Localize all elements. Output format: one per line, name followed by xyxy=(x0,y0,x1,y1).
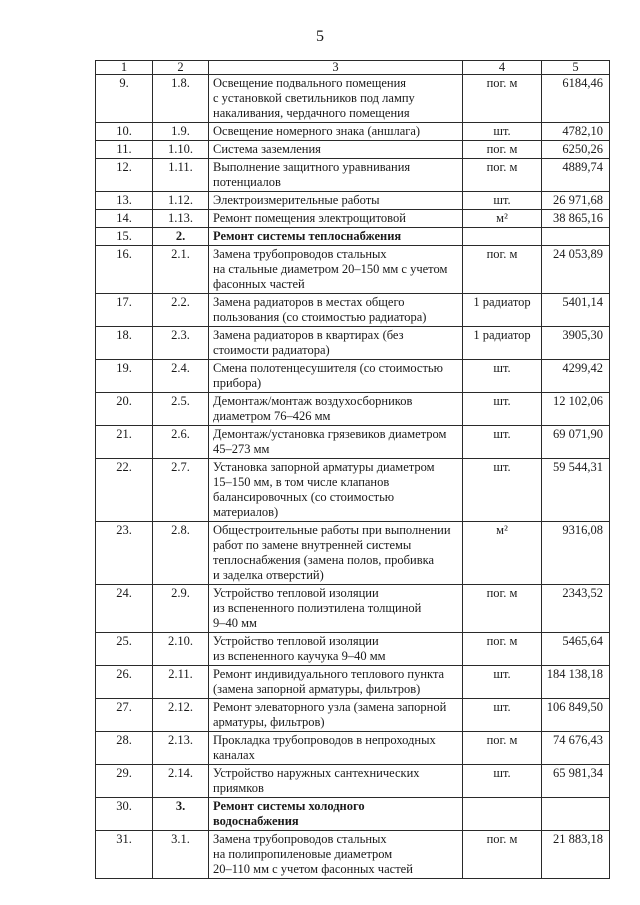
price-cell: 4889,74 xyxy=(542,159,610,192)
row-number-cell: 30. xyxy=(96,798,153,831)
work-name-text: Освещение подвального помещения с установкой светильников под лампу накаливания, чердачного помещения xyxy=(213,76,415,120)
table-row xyxy=(96,192,610,210)
work-name-text: Ремонт системы теплоснабжения xyxy=(213,229,402,243)
table-row xyxy=(96,123,610,141)
row-number-cell: 23. xyxy=(96,522,153,585)
price-cell: 26 971,68 xyxy=(542,192,610,210)
work-name-text: Смена полотенцесушителя (со стоимостью прибора) xyxy=(213,361,443,390)
work-name-cell xyxy=(209,633,463,666)
price-cell: 65 981,34 xyxy=(542,765,610,798)
work-name-text: Электроизмерительные работы xyxy=(213,193,380,207)
work-name-text: Освещение номерного знака (аншлага) xyxy=(213,124,421,138)
work-name-cell xyxy=(209,159,463,192)
unit-cell: пог. м xyxy=(463,585,542,633)
work-name-cell xyxy=(209,228,463,246)
row-number-cell: 16. xyxy=(96,246,153,294)
work-name-cell xyxy=(209,327,463,360)
header-cell: 4 xyxy=(463,61,542,75)
row-number-cell: 25. xyxy=(96,633,153,666)
work-name-cell xyxy=(209,360,463,393)
item-code-cell: 2.12. xyxy=(153,699,209,732)
work-name-text: Выполнение защитного уравнивания потенциалов xyxy=(213,160,411,189)
unit-cell: шт. xyxy=(463,765,542,798)
table-row xyxy=(96,459,610,522)
work-name-cell xyxy=(209,141,463,159)
work-name-cell xyxy=(209,192,463,210)
item-code-cell: 3.1. xyxy=(153,831,209,879)
row-number-cell: 28. xyxy=(96,732,153,765)
item-code-cell: 1.8. xyxy=(153,75,209,123)
item-code-cell: 2.6. xyxy=(153,426,209,459)
price-cell: 21 883,18 xyxy=(542,831,610,879)
price-table xyxy=(95,60,610,879)
unit-cell: шт. xyxy=(463,360,542,393)
work-name-text: Демонтаж/монтаж воздухосборников диаметром 76–426 мм xyxy=(213,394,413,423)
row-number-cell: 31. xyxy=(96,831,153,879)
item-code-cell: 1.10. xyxy=(153,141,209,159)
work-name-cell xyxy=(209,393,463,426)
header-cell: 5 xyxy=(542,61,610,75)
row-number-cell: 24. xyxy=(96,585,153,633)
table-row xyxy=(96,633,610,666)
unit-cell: шт. xyxy=(463,426,542,459)
item-code-cell: 2.9. xyxy=(153,585,209,633)
row-number-cell: 21. xyxy=(96,426,153,459)
item-code-cell: 2.4. xyxy=(153,360,209,393)
unit-cell: шт. xyxy=(463,459,542,522)
work-name-text: Устройство тепловой изоляции из вспененного полиэтилена толщиной 9–40 мм xyxy=(213,586,422,630)
table-row xyxy=(96,75,610,123)
work-name-text: Замена трубопроводов стальных на стальные диаметром 20–150 мм с учетом фасонных частей xyxy=(213,247,448,291)
unit-cell: шт. xyxy=(463,192,542,210)
unit-cell: шт. xyxy=(463,699,542,732)
price-cell: 4299,42 xyxy=(542,360,610,393)
unit-cell: пог. м xyxy=(463,246,542,294)
unit-cell xyxy=(463,798,542,831)
row-number-cell: 27. xyxy=(96,699,153,732)
work-name-text: Замена радиаторов в местах общего пользования (со стоимостью радиатора) xyxy=(213,295,427,324)
work-name-cell xyxy=(209,831,463,879)
price-cell xyxy=(542,798,610,831)
work-name-cell xyxy=(209,585,463,633)
row-number-cell: 9. xyxy=(96,75,153,123)
work-name-text: Ремонт элеваторного узла (замена запорной арматуры, фильтров) xyxy=(213,700,447,729)
work-name-text: Демонтаж/установка грязевиков диаметром 45–273 мм xyxy=(213,427,447,456)
row-number-cell: 20. xyxy=(96,393,153,426)
unit-cell: пог. м xyxy=(463,831,542,879)
work-name-text: Ремонт индивидуального теплового пункта (замена запорной арматуры, фильтров) xyxy=(213,667,445,696)
unit-cell: пог. м xyxy=(463,159,542,192)
table-row xyxy=(96,159,610,192)
work-name-cell xyxy=(209,798,463,831)
row-number-cell: 12. xyxy=(96,159,153,192)
price-cell: 12 102,06 xyxy=(542,393,610,426)
work-name-text: Устройство наружных сантехнических приямков xyxy=(213,766,420,795)
row-number-cell: 22. xyxy=(96,459,153,522)
row-number-cell: 11. xyxy=(96,141,153,159)
work-name-cell xyxy=(209,426,463,459)
item-code-cell: 3. xyxy=(153,798,209,831)
row-number-cell: 15. xyxy=(96,228,153,246)
table-row xyxy=(96,141,610,159)
row-number-cell: 17. xyxy=(96,294,153,327)
unit-cell: пог. м xyxy=(463,141,542,159)
price-cell xyxy=(542,228,610,246)
unit-cell: пог. м xyxy=(463,732,542,765)
work-name-cell xyxy=(209,666,463,699)
work-name-text: Система заземления xyxy=(213,142,321,156)
price-cell: 3905,30 xyxy=(542,327,610,360)
work-name-text: Замена трубопроводов стальных на полипропиленовые диаметром 20–110 мм с учетом фасонных частей xyxy=(213,832,413,876)
item-code-cell: 2.10. xyxy=(153,633,209,666)
work-name-cell xyxy=(209,246,463,294)
item-code-cell: 2.7. xyxy=(153,459,209,522)
table-row xyxy=(96,831,610,879)
work-name-cell xyxy=(209,522,463,585)
header-cell: 3 xyxy=(209,61,463,75)
table-section-row xyxy=(96,228,610,246)
work-name-text: Прокладка трубопроводов в непроходных каналах xyxy=(213,733,436,762)
work-name-text: Установка запорной арматуры диаметром 15–150 мм, в том числе клапанов балансировочных (со стоимостью материалов) xyxy=(213,460,435,519)
work-name-cell xyxy=(209,459,463,522)
unit-cell: пог. м xyxy=(463,633,542,666)
unit-cell: пог. м xyxy=(463,75,542,123)
item-code-cell: 2.5. xyxy=(153,393,209,426)
table-row xyxy=(96,210,610,228)
work-name-cell xyxy=(209,294,463,327)
unit-cell: 1 радиатор xyxy=(463,294,542,327)
price-cell: 38 865,16 xyxy=(542,210,610,228)
item-code-cell: 2.3. xyxy=(153,327,209,360)
table-row xyxy=(96,732,610,765)
header-cell: 1 xyxy=(96,61,153,75)
price-cell: 6250,26 xyxy=(542,141,610,159)
table-header-row xyxy=(96,61,610,75)
table-row xyxy=(96,699,610,732)
table-row xyxy=(96,294,610,327)
price-cell: 5465,64 xyxy=(542,633,610,666)
price-cell: 69 071,90 xyxy=(542,426,610,459)
table-row xyxy=(96,765,610,798)
item-code-cell: 2.13. xyxy=(153,732,209,765)
row-number-cell: 29. xyxy=(96,765,153,798)
work-name-text: Ремонт помещения электрощитовой xyxy=(213,211,406,225)
row-number-cell: 13. xyxy=(96,192,153,210)
row-number-cell: 26. xyxy=(96,666,153,699)
work-name-text: Общестроительные работы при выполнении работ по замене внутренней системы теплоснабжения (замена полов, пробивка и заделка отверстий) xyxy=(213,523,451,582)
price-cell: 59 544,31 xyxy=(542,459,610,522)
work-name-cell xyxy=(209,210,463,228)
table-row xyxy=(96,426,610,459)
unit-cell: шт. xyxy=(463,123,542,141)
unit-cell: м² xyxy=(463,522,542,585)
page-number: 5 xyxy=(316,28,324,45)
item-code-cell: 2. xyxy=(153,228,209,246)
header-cell: 2 xyxy=(153,61,209,75)
price-cell: 24 053,89 xyxy=(542,246,610,294)
price-cell: 9316,08 xyxy=(542,522,610,585)
table-section-row xyxy=(96,798,610,831)
price-cell: 106 849,50 xyxy=(542,699,610,732)
price-cell: 5401,14 xyxy=(542,294,610,327)
price-cell: 184 138,18 xyxy=(542,666,610,699)
work-name-cell xyxy=(209,75,463,123)
work-name-text: Устройство тепловой изоляции из вспененного каучука 9–40 мм xyxy=(213,634,386,663)
item-code-cell: 2.1. xyxy=(153,246,209,294)
work-name-text: Замена радиаторов в квартирах (без стоимости радиатора) xyxy=(213,328,404,357)
unit-cell: 1 радиатор xyxy=(463,327,542,360)
row-number-cell: 19. xyxy=(96,360,153,393)
table-row xyxy=(96,522,610,585)
table-row xyxy=(96,360,610,393)
price-cell: 6184,46 xyxy=(542,75,610,123)
row-number-cell: 10. xyxy=(96,123,153,141)
item-code-cell: 2.14. xyxy=(153,765,209,798)
table-row xyxy=(96,585,610,633)
table-row xyxy=(96,327,610,360)
item-code-cell: 2.2. xyxy=(153,294,209,327)
row-number-cell: 18. xyxy=(96,327,153,360)
work-name-cell xyxy=(209,699,463,732)
work-name-cell xyxy=(209,123,463,141)
unit-cell: шт. xyxy=(463,666,542,699)
item-code-cell: 2.11. xyxy=(153,666,209,699)
table-row xyxy=(96,666,610,699)
unit-cell: шт. xyxy=(463,393,542,426)
price-cell: 74 676,43 xyxy=(542,732,610,765)
work-name-cell xyxy=(209,732,463,765)
row-number-cell: 14. xyxy=(96,210,153,228)
work-name-text: Ремонт системы холодного водоснабжения xyxy=(213,799,365,828)
unit-cell: м² xyxy=(463,210,542,228)
item-code-cell: 1.9. xyxy=(153,123,209,141)
item-code-cell: 1.11. xyxy=(153,159,209,192)
table-row xyxy=(96,246,610,294)
unit-cell xyxy=(463,228,542,246)
price-cell: 2343,52 xyxy=(542,585,610,633)
item-code-cell: 1.13. xyxy=(153,210,209,228)
price-cell: 4782,10 xyxy=(542,123,610,141)
table-row xyxy=(96,393,610,426)
work-name-cell xyxy=(209,765,463,798)
item-code-cell: 2.8. xyxy=(153,522,209,585)
item-code-cell: 1.12. xyxy=(153,192,209,210)
